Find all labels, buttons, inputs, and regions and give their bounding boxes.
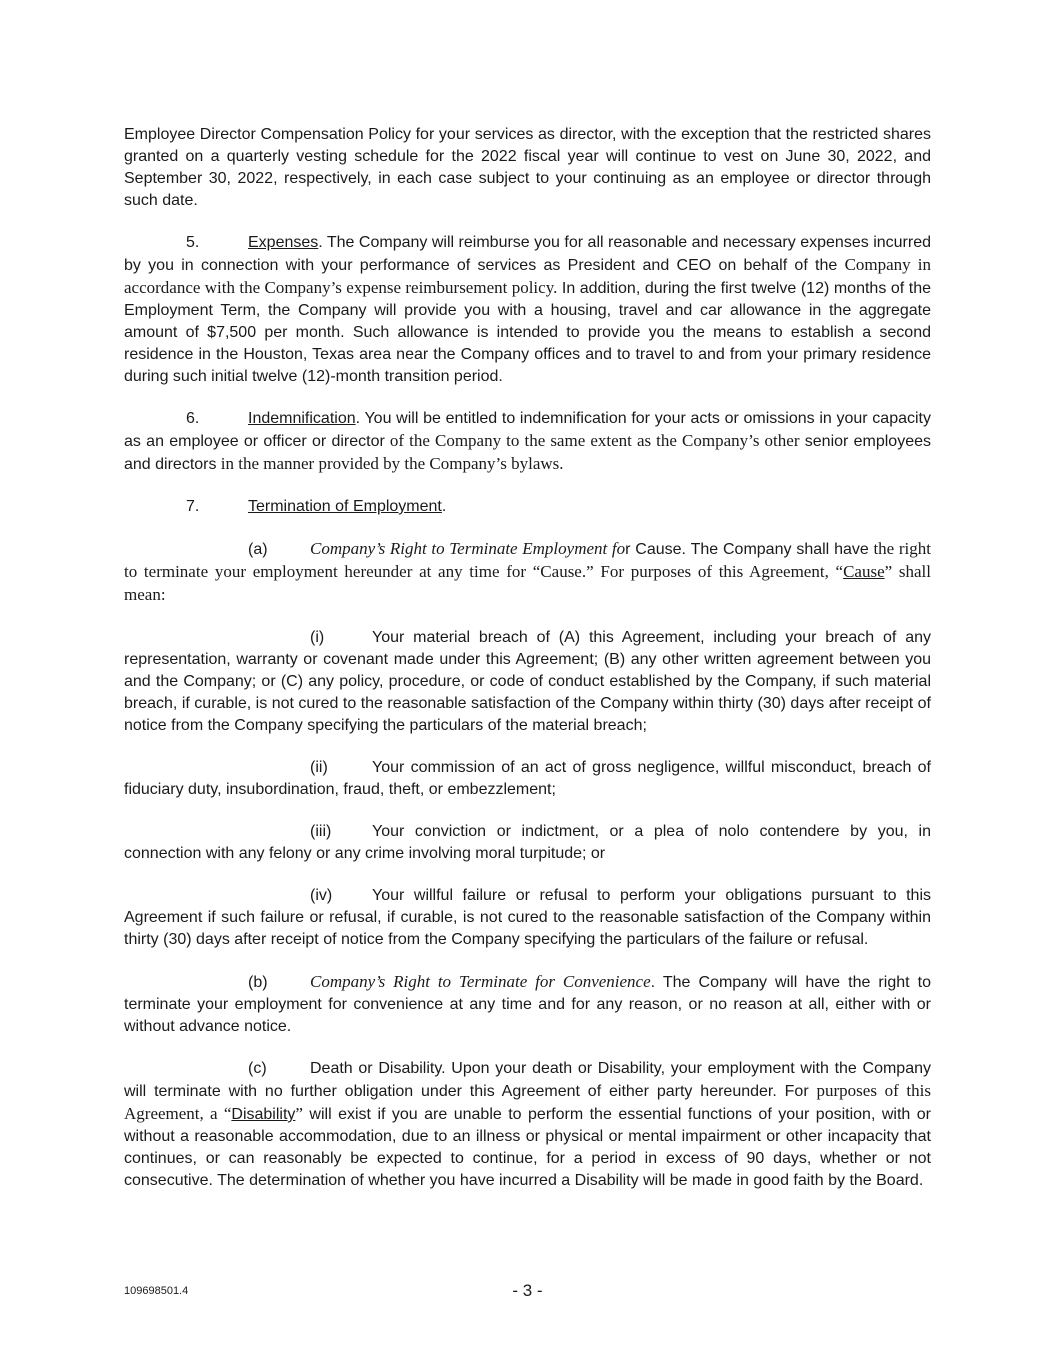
intro-text: Employee Director Compensation Policy for your services as director, with the exception that the restricted shares granted on a quarterly vesting schedule for the 2022 fiscal year will continue to vest on June 30, 2022, and September 30, 2022, respectively, in each case subject to your continuing as an employee or director through such date. — [124, 126, 931, 209]
clause-i-text: Your material breach of (A) this Agreement, including your breach of any representation, warranty or covenant made under this Agreement; (B) any other written agreement between you and the Company; or (C) any policy, procedure, or code of conduct established by the Company, if such material breach, if curable, is not cured to the reasonable satisfaction of the Company within thirty (30) days after receipt of notice from the Company specifying the particulars of the material breach; — [124, 629, 931, 734]
subsection-b-paragraph — [124, 971, 931, 1038]
subsection-a-serif-end: ” shall mean: — [124, 562, 931, 604]
section-7-period: . — [441, 498, 447, 515]
section-5-heading: Expenses — [248, 234, 319, 251]
page-number: - 3 - — [512, 1281, 543, 1300]
subsection-a-text: r Cause. The Company shall have — [625, 541, 869, 558]
clause-iv-number: (iv) — [310, 887, 333, 904]
section-7-heading: Termination of Employment — [248, 498, 442, 515]
section-6-number: 6. — [186, 410, 200, 427]
subsection-b-number: (b) — [248, 974, 268, 991]
subsection-c-quote-close: ” — [295, 1104, 303, 1123]
clause-iii-number: (iii) — [310, 823, 332, 840]
subsection-b-title: Company’s Right to Terminate for Convenience — [310, 972, 651, 991]
clause-ii-number: (ii) — [310, 759, 328, 776]
cause-defined-term: Cause — [843, 562, 885, 581]
section-6-paragraph — [124, 408, 931, 476]
subsection-c-text-cont: will exist if you are unable to perform the essential functions of your position, with or without a reasonable accommodation, due to an illness or physical or mental impairment or other incapacity that continues, or can reasonably be expected to continue, for a period in excess of 90 days, whether or not consecutive. The determination of whether you have incurred a Disability will be made in good faith by the Board. — [124, 1106, 931, 1189]
subsection-c-number: (c) — [248, 1060, 267, 1077]
document-body — [124, 124, 931, 1212]
section-6-text: . You will be entitled to indemnification for your acts or omissions in your capacity as an employee or officer or director — [124, 410, 931, 450]
subsection-c-serif-text: purposes of this Agreement, a “ — [124, 1081, 931, 1123]
section-5-serif-text: Company in accordance with the Company’s expense reimbursement policy. — [124, 255, 931, 297]
clause-iii-text: Your conviction or indictment, or a plea of nolo contendere by you, in connection with any felony or any crime involving moral turpitude; or — [124, 823, 931, 862]
section-6-serif-text-end: in the manner provided by the Company’s bylaws. — [216, 454, 564, 473]
section-7-heading-paragraph — [124, 496, 931, 518]
clause-iv-text: Your willful failure or refusal to perform your obligations pursuant to this Agreement if such failure or refusal, if curable, is not cured to the reasonable satisfaction of the Company within thirty (30) days after receipt of notice from the Company specifying the particulars of the failure or refusal. — [124, 887, 931, 948]
subsection-a-paragraph — [124, 538, 931, 607]
clause-iv-paragraph — [124, 885, 931, 951]
clause-i-number: (i) — [310, 629, 325, 646]
clause-iii-paragraph — [124, 821, 931, 865]
section-5-text: . The Company will reimburse you for all reasonable and necessary expenses incurred by you in connection with your performance of services as President and CEO on behalf of the — [124, 234, 931, 274]
subsection-c-text: Death or Disability. Upon your death or Disability, your employment with the Company will terminate with no further obligation under this Agreement of either party hereunder. For — [124, 1060, 931, 1100]
clause-ii-paragraph — [124, 757, 931, 801]
subsection-a-serif-text: the right to terminate your employment hereunder at any time for “Cause.” For purposes of this Agreement, “ — [124, 539, 931, 581]
subsection-b-text: . The Company will have the right to terminate your employment for convenience at any time and for any reason, or no reason at all, either with or without advance notice. — [124, 974, 931, 1035]
section-7-number: 7. — [186, 498, 200, 515]
subsection-c-paragraph — [124, 1058, 931, 1192]
clause-ii-text: Your commission of an act of gross negligence, willful misconduct, breach of fiduciary duty, insubordination, fraud, theft, or embezzlement; — [124, 759, 931, 798]
section-5-number: 5. — [186, 234, 200, 251]
disability-defined-term: Disability — [231, 1106, 296, 1123]
section-5-paragraph — [124, 232, 931, 388]
intro-paragraph — [124, 124, 931, 212]
section-6-heading: Indemnification — [248, 410, 356, 427]
section-6-serif-text: of the Company to the same extent as the Company’s other — [384, 431, 800, 450]
clause-i-paragraph — [124, 627, 931, 737]
document-id: 109698501.4 — [124, 1285, 189, 1297]
section-5-text-cont: In addition, during the first twelve (12) months of the Employment Term, the Company will provide you with a housing, travel and car allowance in the aggregate amount of $7,500 per month. Such allowance is intended to provide you the means to establish a second residence in the Houston, Texas area near the Company offices and to travel to and from your primary residence during such initial twelve (12)-month transition period. — [124, 280, 931, 385]
section-6-text-cont: senior employees and directors — [124, 433, 932, 473]
subsection-a-number: (a) — [248, 541, 268, 558]
subsection-a-title: Company’s Right to Terminate Employment fo — [310, 539, 626, 558]
